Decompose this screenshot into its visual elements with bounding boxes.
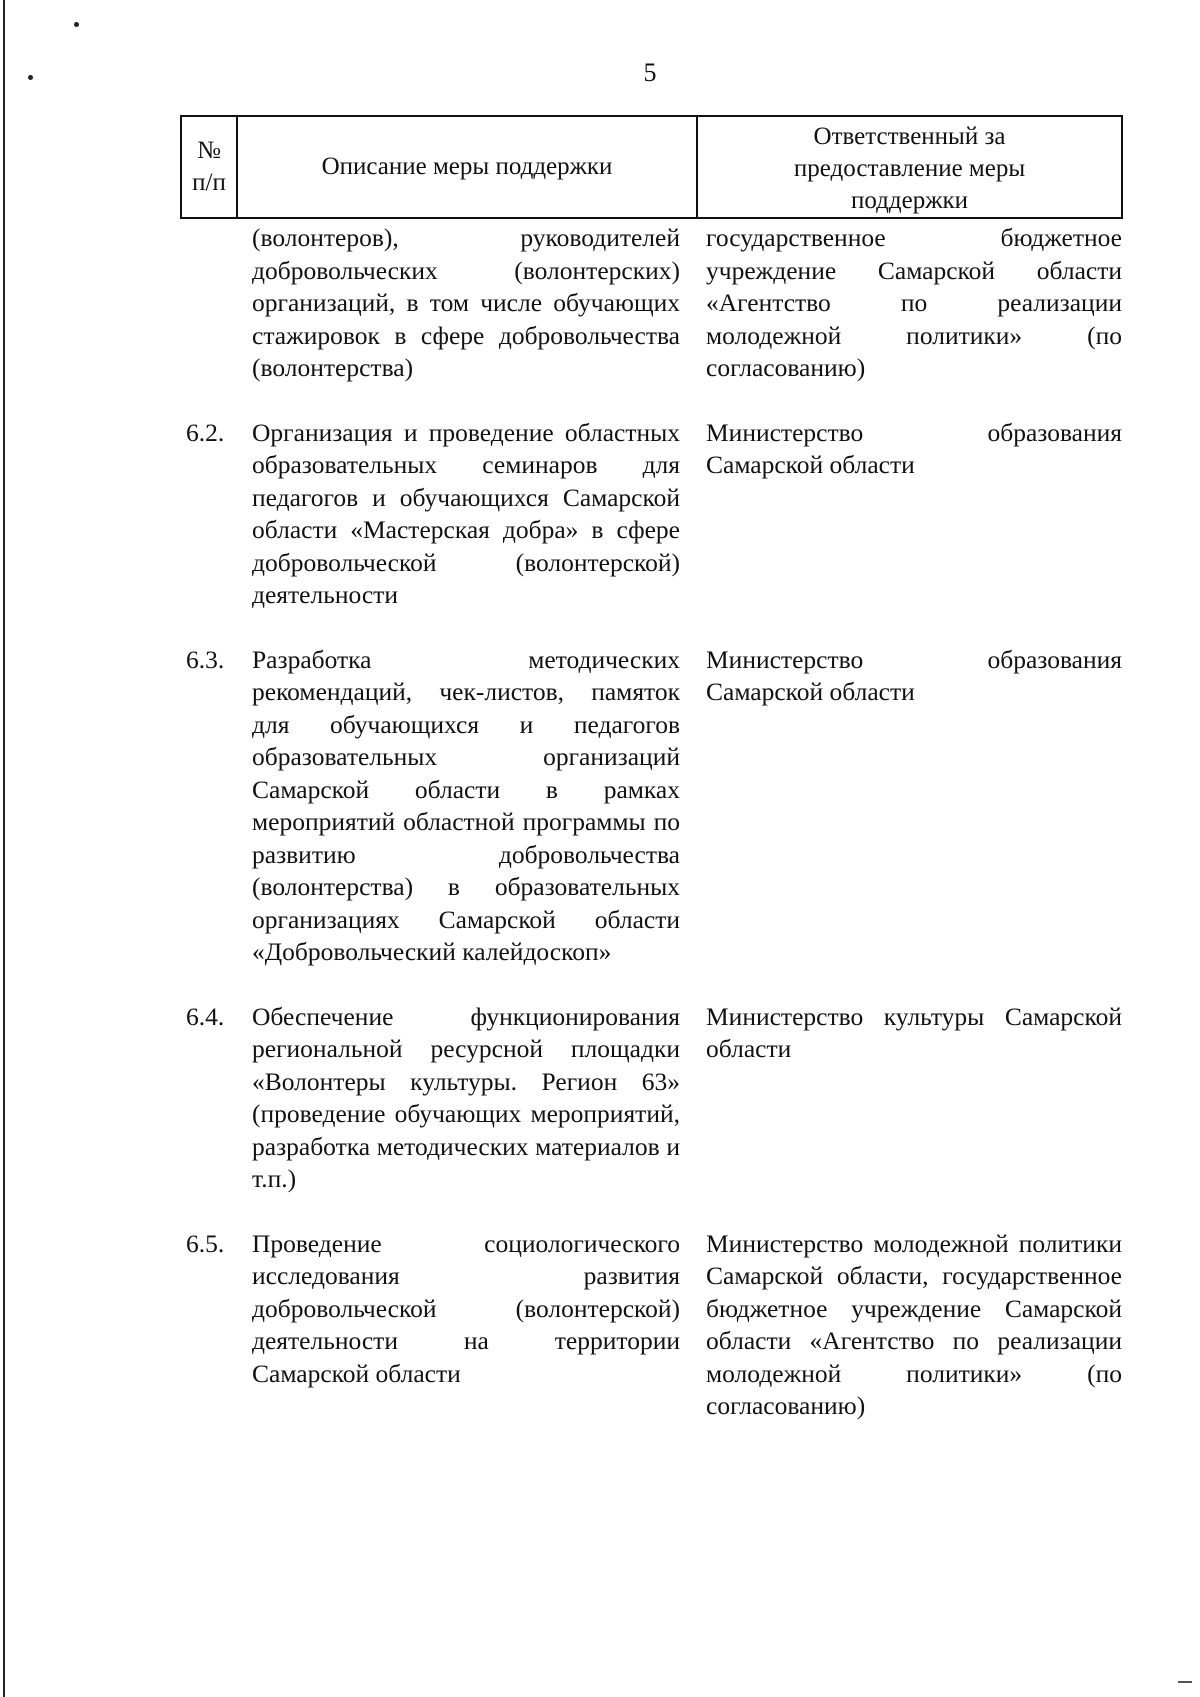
- page-number: 5: [643, 58, 657, 87]
- scan-speck: [74, 22, 79, 27]
- row-description: Обеспечение функционирования региональной ресурсной площадки «Волонтеры культуры. Регион 63» (проведение обучающих мероприятий, разработка методических материалов и т.п.): [252, 1001, 680, 1193]
- row-description: Разработка методических рекомендаций, чек-листов, памяток для обучающихся и педагогов образовательных организаций Самарской области в рамках мероприятий областной программы по развитию добровольчества (волонтерства) в образовательных организациях Самарской области «Добровольческий калейдоскоп»: [252, 644, 680, 966]
- row-responsible: Министерство культуры Самарской области: [706, 1001, 1122, 1063]
- row-responsible: Министерство образования Самарской области: [706, 417, 1122, 479]
- header-description: Описание меры поддержки: [238, 117, 698, 217]
- row-number: 6.4.: [186, 1001, 225, 1031]
- header-responsible: Ответственный за предоставление меры поддержки: [793, 123, 1026, 214]
- table-row: [180, 417, 1123, 612]
- row-number: [180, 222, 236, 385]
- row-number: 6.5.: [186, 1228, 225, 1258]
- row-responsible: государственное бюджетное учреждение Самарской области «Агентство по реализации молодежной политики» (по согласованию): [706, 223, 1122, 382]
- row-number: 6.3.: [186, 644, 225, 674]
- header-num: № п/п: [182, 117, 238, 217]
- row-responsible: Министерство молодежной политики Самарской области, государственное бюджетное учреждение Самарской области «Агентство по реализации молодежной политики» (по согласованию): [706, 1228, 1122, 1420]
- table-row: [180, 644, 1123, 969]
- table-row: [180, 222, 1123, 385]
- table-body: [180, 222, 1123, 1423]
- scan-mark: [1178, 1681, 1192, 1683]
- row-description: Организация и проведение областных образовательных семинаров для педагогов и обучающихся Самарской области «Мастерская добра» в сфере добровольческой (волонтерской) деятельности: [252, 417, 680, 609]
- row-number: 6.2.: [186, 417, 225, 447]
- scan-left-edge: [3, 0, 5, 1697]
- table-row: [180, 1228, 1123, 1423]
- table-header: [180, 115, 1123, 219]
- row-description: (волонтеров), руководителей добровольческих (волонтерских) организаций, в том числе обучающих стажировок в сфере добровольчества (волонтерства): [252, 223, 680, 382]
- row-description: Проведение социологического исследования развития добровольческой (волонтерской) деятельности на территории Самарской области: [252, 1228, 680, 1388]
- row-responsible: Министерство образования Самарской области: [706, 644, 1122, 706]
- table-row: [180, 1001, 1123, 1196]
